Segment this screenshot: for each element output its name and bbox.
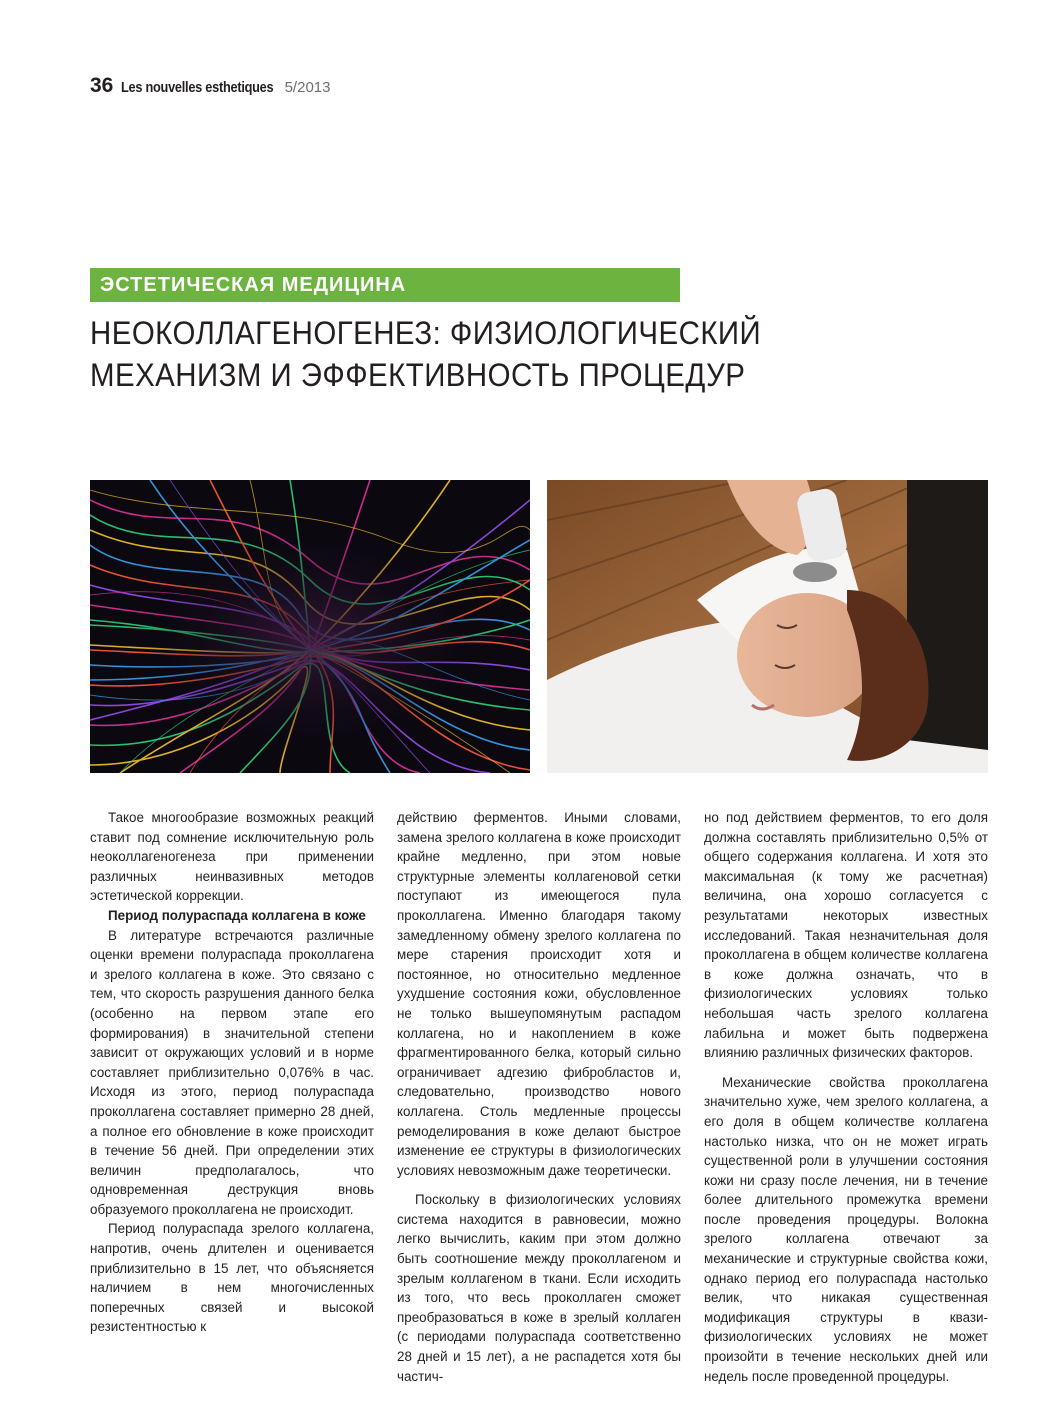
text-column-1 [90, 808, 374, 1337]
magazine-name: Les nouvelles esthetiques [121, 79, 274, 96]
paragraph: В литературе встречаются различные оценки времени полураспада проколлагена и зрелого коллагена в коже. Это связано с тем, что скорость разрушения данного белка (особенно на первом этапе его формирования) в значительной степени зависит от окружающих условий и в норме составляет приблизительно 0,076% в час. Исходя из этого, период полураспада проколлагена составляет примерно 28 дней, а полное его обновление в коже происходит в течение 56 дней. При определении этих величин предполагалось, что одновременная деструкция вновь образуемого проколлагена не происходит. [90, 927, 374, 1217]
title-line-1: НЕОКОЛЛАГЕНОГЕНЕЗ: ФИЗИОЛОГИЧЕСКИЙ [90, 315, 762, 351]
procedure-illustration [547, 480, 988, 773]
paragraph: Период полураспада зрелого коллагена, напротив, очень длителен и оценивается приблизительно в 15 лет, что объясняется наличием в нем многочисленных поперечных связей и высокой резистентностью к [90, 1221, 374, 1335]
title-line-2: МЕХАНИЗМ И ЭФФЕКТИВНОСТЬ ПРОЦЕДУР [90, 357, 746, 393]
page-number: 36 [90, 74, 114, 97]
paragraph: Такое многообразие возможных реакций ставит под сомнение исключительную роль неоколлагеногенеза при применении различных неинвазивных методов эстетической коррекции. [90, 810, 374, 904]
paragraph: действию ферментов. Иными словами, замена зрелого коллагена в коже происходит крайне медленно, при этом новые структурные элементы коллагеновой сетки поступают из имеющегося пула проколлагена. Именно благодаря такому замедленному обмену зрелого коллагена по мере старения происходит хотя и постоянное, но относительно медленное ухудшение состояния кожи, обусловленное не только вышеупомянутым распадом коллагена, но и накоплением в коже фрагментированного белка, который сильно ограничивает адгезию фибробластов и, следовательно, производство нового коллагена. Столь медленные процессы ремоделирования в коже делают быстрое изменение ее структуры в физиологических условиях невозможным даже теоретически. [397, 810, 681, 1178]
issue-number: 5/2013 [284, 79, 331, 96]
text-column-2 [397, 808, 681, 1386]
paragraph: Механические свойства проколлагена значительно хуже, чем зрелого коллагена, а его доля в общем количестве коллагена настолько низка, что он не может играть существенной роли в улучшении состояния кожи ни сразу после лечения, ни в течение более длительного промежутка времени после проведения процедуры. Волокна зрелого коллагена отвечают за механические и структурные свойства кожи, однако период его полураспада настолько велик, что никакая существенная модификация структуры в квази-физиологических условиях не может произойти в течение нескольких дней или недель после проведенной процедуры. [704, 1074, 988, 1384]
cosmetic-procedure-photo [547, 480, 988, 773]
category-banner: ЭСТЕТИЧЕСКАЯ МЕДИЦИНА [90, 268, 680, 302]
collagen-fibers-image [90, 480, 530, 773]
page-header [90, 74, 330, 98]
article-title [90, 312, 762, 396]
collagen-fibers-illustration [90, 480, 530, 773]
paragraph: Поскольку в физиологических условиях система находится в равновесии, можно легко вычислить, каким при этом должно быть соотношение между проколлагеном и зрелым коллагеном в ткани. Если исходить из того, что весь проколлаген сможет преобразоваться в коже в зрелый коллаген (с периодами полураспада соответственно 28 дней и 15 лет), а не распадется хотя бы частич- [397, 1192, 681, 1384]
text-column-3 [704, 808, 988, 1386]
section-subheading: Период полураспада коллагена в коже [108, 907, 366, 923]
paragraph: но под действием ферментов, то его доля должна составлять приблизительно 0,5% от общего содержания коллагена. И хотя это максимальная (к тому же расчетная) величина, она хорошо согласуется с результатами некоторых известных исследований. Такая незначительная доля проколлагена в общем количестве коллагена в коже должна означать, что в физиологических условиях только небольшая часть зрелого коллагена лабильна и может быть подвержена влиянию различных физических факторов. [704, 810, 988, 1061]
